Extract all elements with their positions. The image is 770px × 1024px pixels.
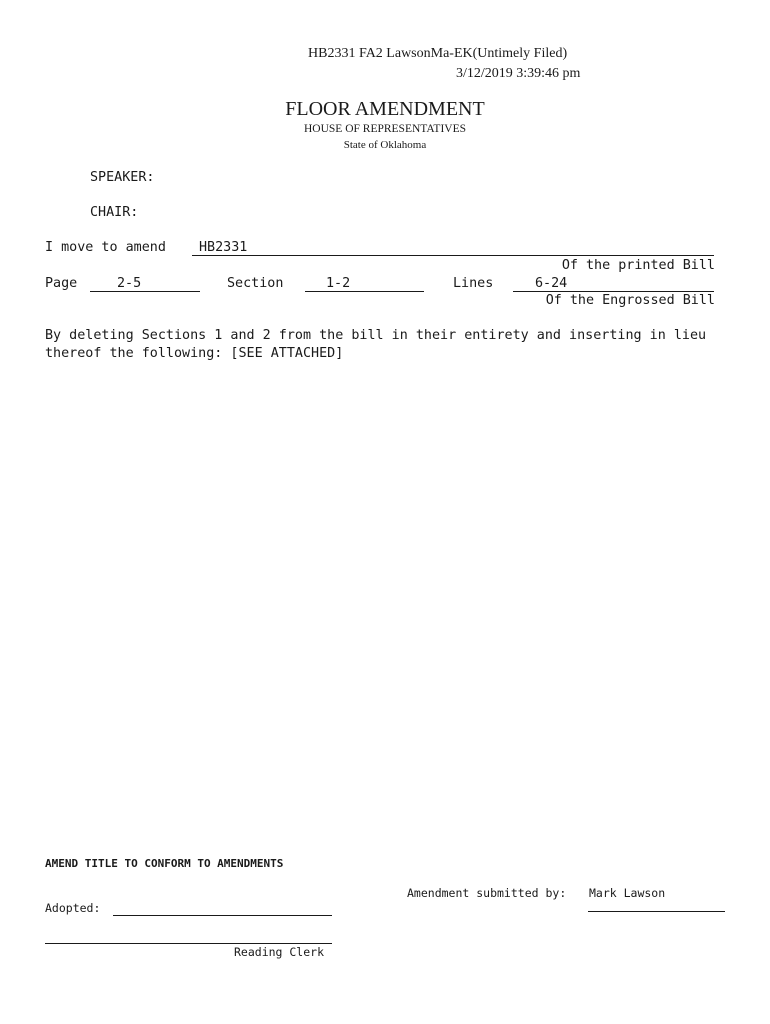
page-label: Page [45,276,78,291]
submitted-by-line [588,898,725,912]
adopted-label: Adopted: [45,901,101,915]
bill-number: HB2331 [199,240,248,255]
reading-clerk-line [45,930,332,944]
section-label: Section [227,276,284,291]
submitted-by-label: Amendment submitted by: [407,886,567,900]
section-value: 1-2 [326,276,351,291]
state-name: State of Oklahoma [343,139,427,151]
chair-label: CHAIR: [90,205,139,220]
page-line [90,276,200,292]
amendment-body: By deleting Sections 1 and 2 from the bill in their entirety and inserting in lieu thereof the following: [SEE ATTACHED] [45,328,707,361]
submitted-by-name: Mark Lawson [589,886,666,900]
page-value: 2-5 [117,276,142,291]
printed-bill-label: Of the printed Bill [561,258,715,273]
reading-clerk-label: Reading Clerk [234,945,325,959]
adopted-line [113,901,332,916]
chamber-name: HOUSE OF REPRESENTATIVES [303,123,466,135]
bill-line [192,240,714,256]
lines-value: 6-24 [535,276,568,291]
speaker-label: SPEAKER: [90,170,155,185]
section-line [305,276,424,292]
page-title: FLOOR AMENDMENT [285,98,485,120]
lines-label: Lines [453,276,494,291]
timestamp: 3/12/2019 3:39:46 pm [456,66,581,81]
amend-title-instruction: AMEND TITLE TO CONFORM TO AMENDMENTS [45,857,284,870]
document-id: HB2331 FA2 LawsonMa-EK(Untimely Filed) [308,46,568,61]
move-to-amend-label: I move to amend [45,240,166,255]
engrossed-bill-label: Of the Engrossed Bill [545,293,715,308]
